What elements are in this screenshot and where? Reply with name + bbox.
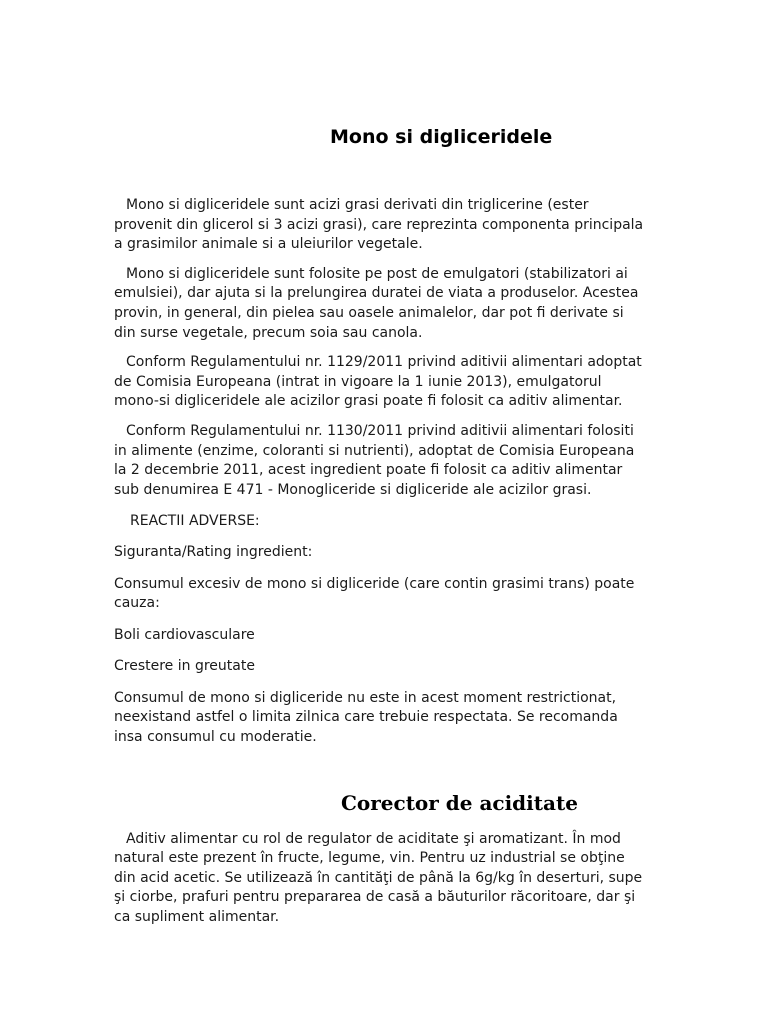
- effect-item: Crestere in greutate: [114, 658, 255, 675]
- section-title-mono-digliceride: Mono si digliceridele: [330, 126, 553, 148]
- paragraph-definition: Mono si digliceridele sunt acizi grasi derivati din triglicerine (ester provenit din glicerol si 3 acizi grasi), care reprezinta componenta principala a grasimilor animale si a uleiurilor vegetale.: [114, 197, 644, 253]
- excess-consumption-intro: Consumul excesiv de mono si digliceride (care contin grasimi trans) poate cauza:: [114, 575, 635, 612]
- paragraph-emulsifier-use: Mono si digliceridele sunt folosite pe post de emulgatori (stabilizatori ai emulsiei), dar ajuta si la prelungirea duratei de viata a produselor. Acestea provin, in general, din pielea sau oasele animalelor, dar pot fi derivate si din surse vegetale, precum soia sau canola.: [114, 265, 639, 341]
- effect-item: Boli cardiovasculare: [114, 626, 255, 643]
- safety-rating-label: Siguranta/Rating ingredient:: [114, 543, 313, 560]
- paragraph-regulation-1129: Conform Regulamentului nr. 1129/2011 privind aditivii alimentari adoptat de Comisia Europeana (intrat in vigoare la 1 iunie 2013), emulgatorul mono-si digliceridele ale acizilor grasi poate fi folosit ca aditiv alimentar.: [114, 354, 642, 410]
- paragraph-conclusion: Consumul de mono si digliceride nu este in acest moment restrictionat, neexistand astfel o limita zilnica care trebuie respectata. Se recomanda insa consumul cu moderatie.: [114, 689, 618, 746]
- section-title-corector-aciditate: Corector de aciditate: [341, 790, 578, 815]
- document-content: [114, 124, 646, 928]
- adverse-reactions-heading: REACTII ADVERSE:: [130, 513, 260, 530]
- paragraph-acidity-regulator: Aditiv alimentar cu rol de regulator de aciditate şi aromatizant. În mod natural este prezent în fructe, legume, vin. Pentru uz industrial se obţine din acid acetic. Se utilizează în cantităţi de până la 6g/kg în deserturi, supe şi ciorbe, prafuri pentru prepararea de casă a băuturilor răcoritoare, dar şi ca supliment alimentar.: [114, 830, 643, 926]
- paragraph-regulation-1130: Conform Regulamentului nr. 1130/2011 privind aditivii alimentari folositi in alimente (enzime, coloranti si nutrienti), adoptat de Comisia Europeana la 2 decembrie 2011, acest ingredient poate fi folosit ca aditiv alimentar sub denumirea E 471 - Monogliceride si digliceride ale acizilor grasi.: [114, 422, 635, 498]
